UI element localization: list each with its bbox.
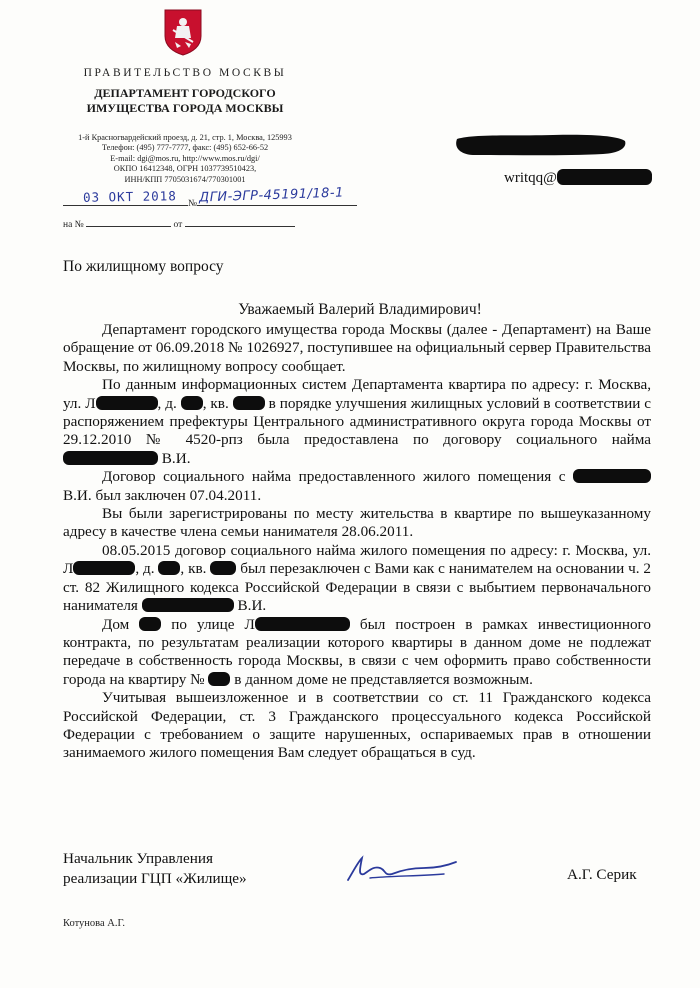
department-contacts [40, 133, 330, 185]
paragraph-text: , кв. [202, 394, 233, 412]
signatory-title-line2: реализации ГЦП «Жилище» [63, 869, 247, 887]
department-name [40, 86, 330, 116]
redaction-mark [208, 672, 230, 686]
paragraph-text: в данном доме не представляется возможным. [230, 670, 533, 688]
signatory-title [63, 849, 247, 888]
moscow-coat-of-arms-icon [163, 8, 203, 56]
recipient-email-text: writqq@ [504, 170, 557, 186]
paragraph-text: по улице Л [161, 615, 255, 633]
contact-phone: Телефон: (495) 777-7777, факс: (495) 652-66-52 [101, 143, 269, 153]
body-paragraph [63, 542, 651, 616]
redaction-mark [210, 561, 236, 575]
recipient-name-redaction [453, 133, 628, 157]
paragraph-text: В.И. [233, 597, 267, 615]
paragraph-text: Департамент городского имущества города Москвы (далее - Департамент) на Ваше обращение от 06.09.2018 № 1026927, поступившее на официальный сервер Правительства Москвы, по жилищному вопросу сообщает. [63, 321, 651, 375]
handwritten-outgoing-number: ДГИ-ЭГР-45191/18-1 [198, 185, 345, 206]
paragraph-text: , д. [157, 394, 181, 412]
redaction-mark [96, 396, 158, 410]
contact-okpo: ОКПО 16412348, ОГРН 1037739510423, [113, 164, 257, 174]
body-paragraph [63, 689, 651, 763]
paragraph-text: был построен в рамках инвестиционного контракта, по результатам реализации которого квартиры в данном доме не подлежат передаче в собственность города Москвы, в связи с чем оформить право собственности города на квартиру № [63, 615, 651, 688]
redaction-mark [181, 396, 203, 410]
redaction-mark [142, 598, 234, 612]
letter-greeting: Уважаемый Валерий Владимирович! [238, 301, 482, 318]
signatory-title-line1: Начальник Управления [63, 850, 213, 867]
redaction-mark [158, 561, 180, 575]
paragraph-text: В.И. [158, 449, 191, 467]
paragraph-text: Дом [102, 615, 140, 633]
redaction-mark [573, 469, 651, 483]
body-paragraph [63, 505, 651, 542]
government-name: ПРАВИТЕЛЬСТВО МОСКВЫ [83, 67, 287, 79]
number-label: № [188, 199, 198, 209]
letter-subject: По жилищному вопросу [63, 258, 224, 275]
department-name-line2: ИМУЩЕСТВА ГОРОДА МОСКВЫ [86, 101, 284, 115]
recipient-email [504, 169, 652, 187]
executor-name: Котунова А.Г. [63, 918, 125, 929]
body-paragraph [63, 321, 651, 376]
paragraph-text: , кв. [180, 560, 211, 578]
contact-email: E-mail: dgi@mos.ru, http://www.mos.ru/dgi/ [110, 153, 260, 163]
signatory-name: А.Г. Серик [567, 866, 637, 883]
reference-line [63, 220, 295, 230]
body-paragraph [63, 616, 651, 690]
paragraph-text: По данным информационных систем Департамента квартира по адресу: г. Москва, ул. Л [63, 376, 651, 412]
ref-from: от [173, 220, 183, 230]
email-redaction [557, 169, 652, 185]
department-name-line1: ДЕПАРТАМЕНТ ГОРОДСКОГО [94, 86, 276, 100]
paragraph-text: Вы были зарегистрированы по месту жительства в квартире по вышеуказанному адресу в качестве члена семьи нанимателя 28.06.2011. [63, 505, 651, 541]
body-paragraph [63, 468, 651, 505]
redaction-mark [139, 617, 161, 631]
letter-body [63, 321, 651, 763]
handwritten-signature [340, 848, 460, 888]
date-stamp: 03 ОКТ 2018 [82, 188, 177, 205]
paragraph-text: был перезаключен с Вами как с нанимателем на основании ч. 2 ст. 82 Жилищного кодекса Российской Федерации в связи с выбытием первоначального нанимателя [63, 560, 651, 615]
redaction-mark [255, 617, 350, 631]
redaction-mark [233, 396, 265, 410]
paragraph-text: , д. [135, 560, 159, 578]
body-paragraph [63, 376, 651, 468]
paragraph-text: Договор социального найма предоставленного жилого помещения с [102, 468, 573, 486]
contact-inn: ИНН/КПП 7705031674/770301001 [124, 174, 246, 184]
paragraph-text: 08.05.2015 договор социального найма жилого помещения по адресу: г. Москва, ул. Л [63, 541, 651, 578]
redaction-mark [63, 451, 158, 465]
paragraph-text: Учитывая вышеизложенное и в соответствии со ст. 11 Гражданского кодекса Российской Федерации, ст. 3 Гражданского процессуального кодекса Российской Федерации с требованием о защите нарушенных, оспариваемых прав в отношении занимаемого жилого помещения Вам следует обращаться в суд. [63, 689, 651, 762]
contact-address: 1-й Красногвардейский проезд, д. 21, стр. 1, Москва, 125993 [78, 133, 292, 142]
paragraph-text: В.И. был заключен 07.04.2011. [63, 486, 262, 504]
paragraph-text: в порядке улучшения жилищных условий в соответствии с распоряжением префектуры Центрального административного округа города Москвы от 29.12.2010 № 4520-рпз была предоставлена по договору социального найма [63, 394, 651, 449]
redaction-mark [73, 561, 135, 575]
ref-prefix: на № [63, 220, 84, 230]
